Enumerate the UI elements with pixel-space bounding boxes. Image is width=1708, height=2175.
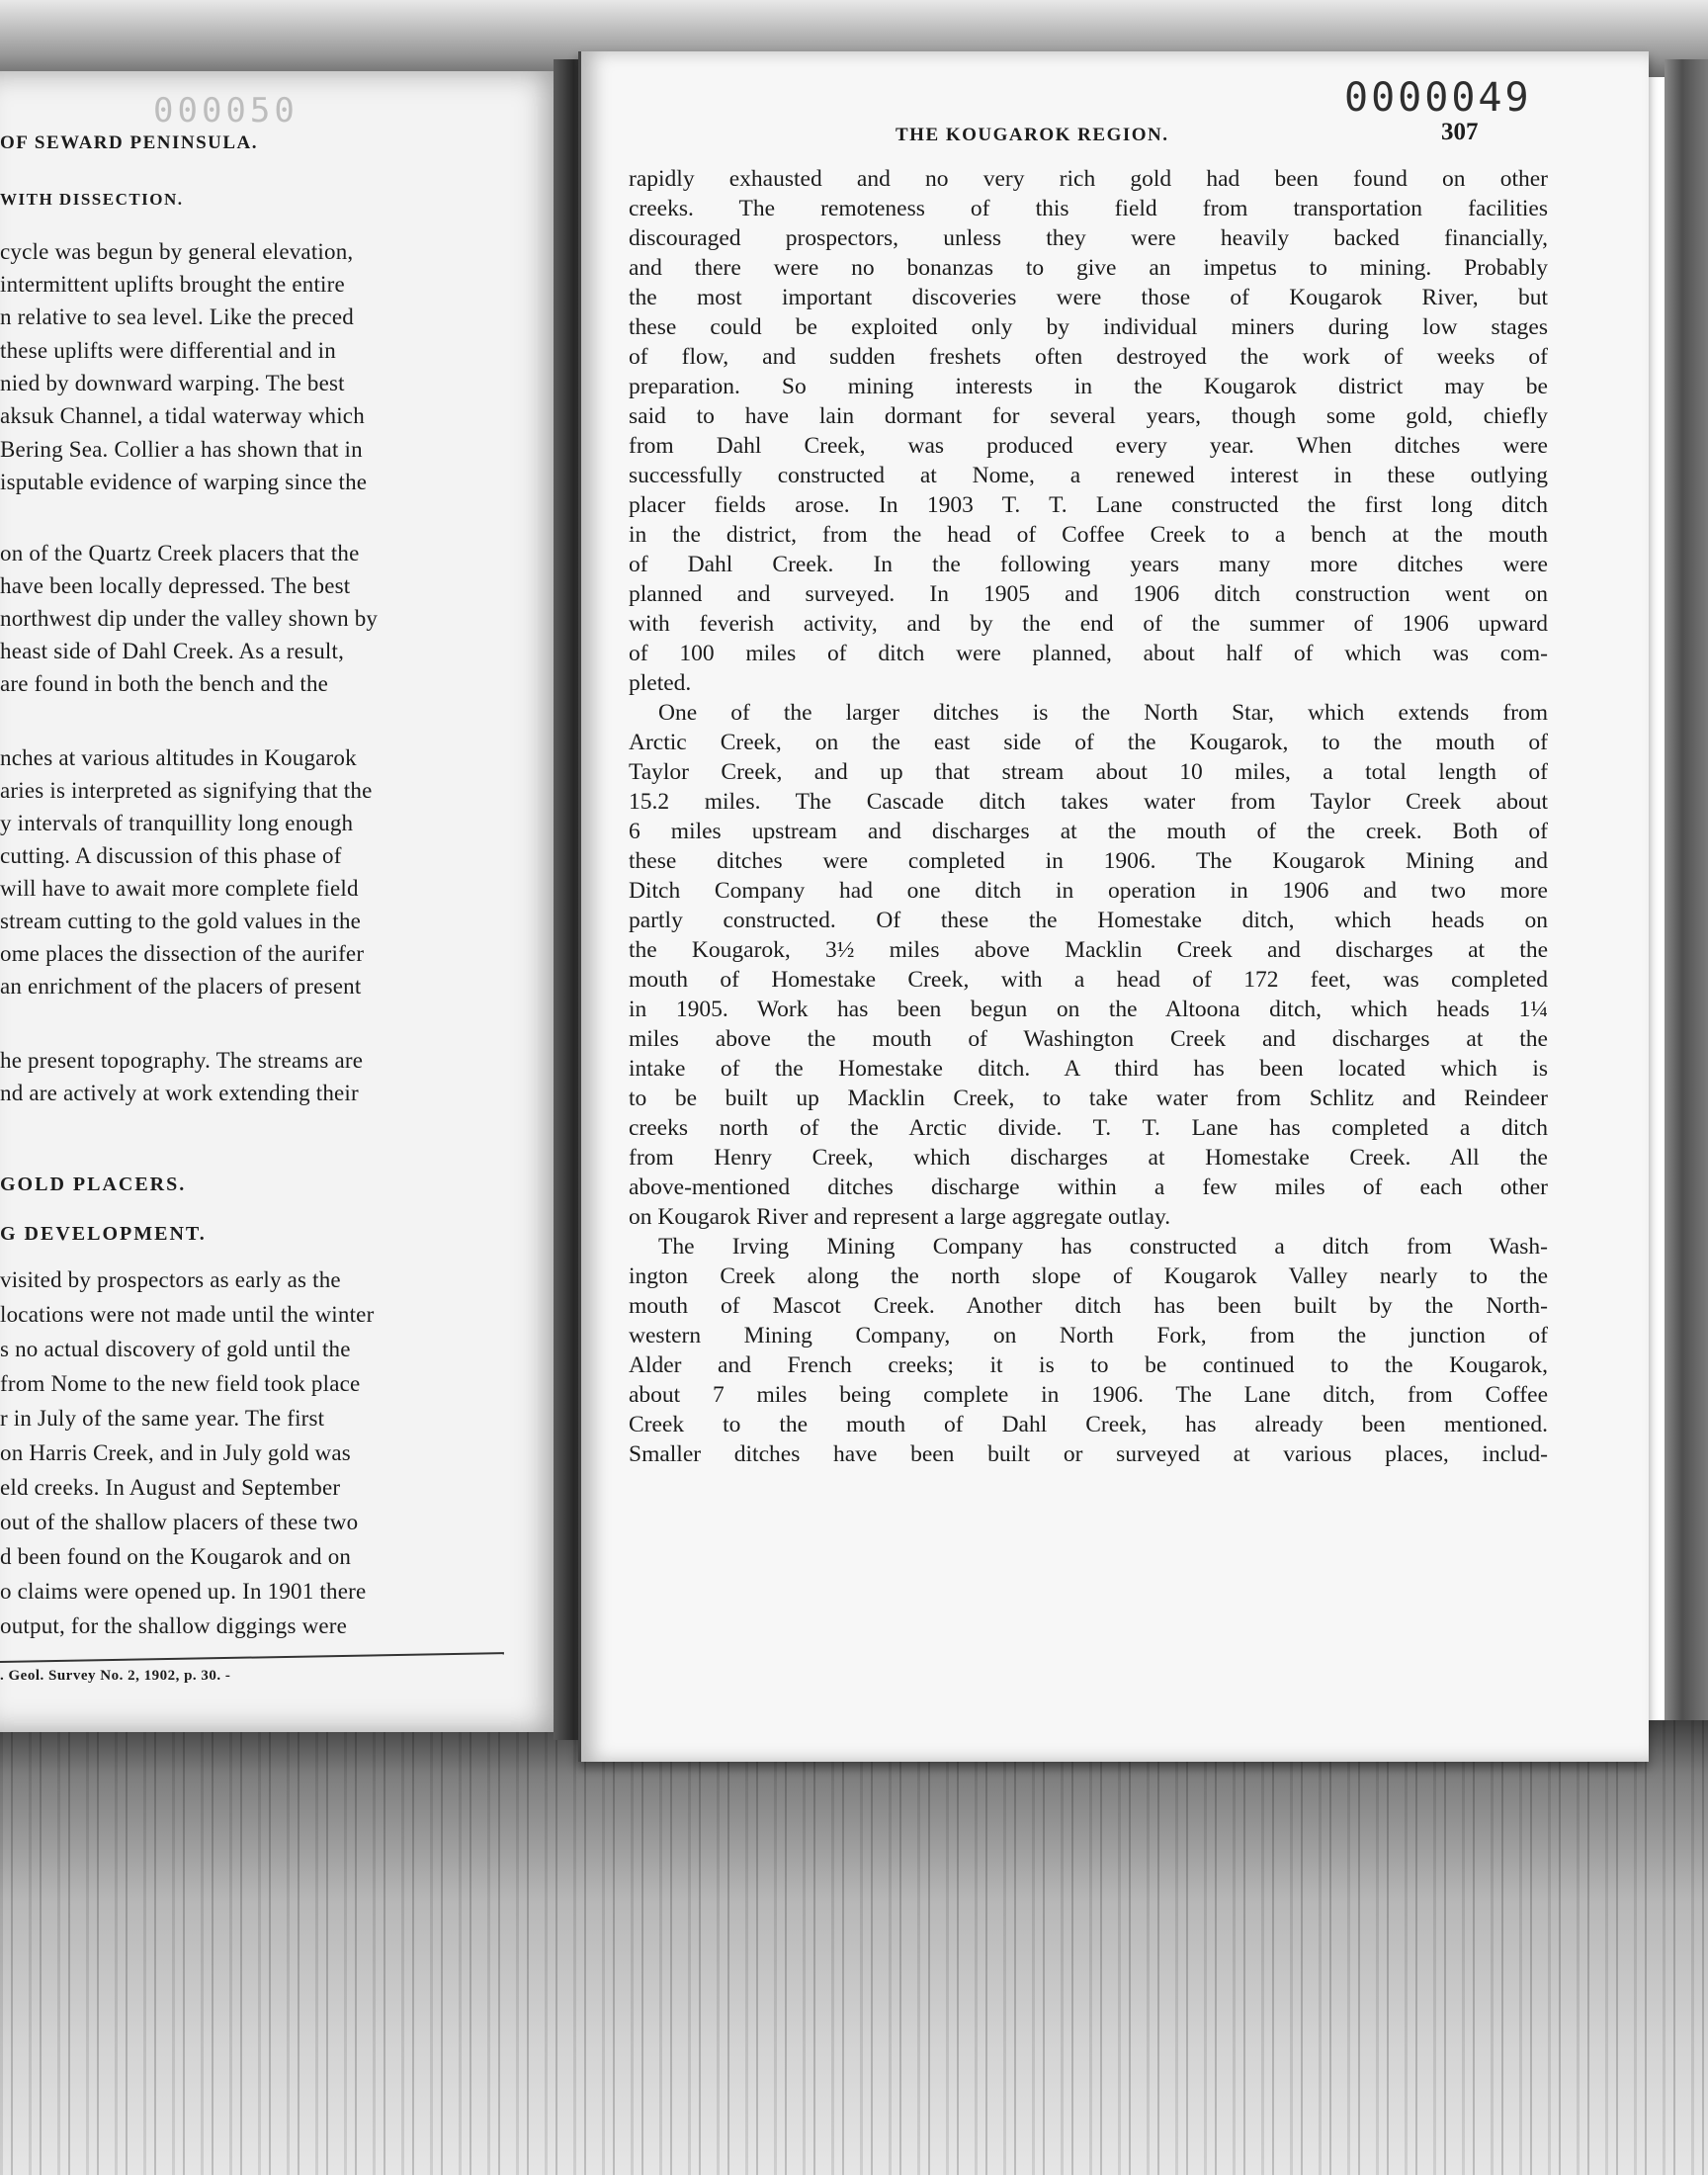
text-line: Arctic Creek, on the east side of the Kougarok, to the mouth of — [629, 730, 1548, 755]
text-line: mouth of Mascot Creek. Another ditch has been built by the North- — [629, 1293, 1548, 1319]
text-line: out of the shallow placers of these two — [0, 1510, 359, 1534]
section-heading-gold-placers: GOLD PLACERS. — [0, 1174, 187, 1195]
text-line: in 1905. Work has been begun on the Altoona ditch, which heads 1¼ — [629, 997, 1548, 1022]
text-line: western Mining Company, on North Fork, from the junction of — [629, 1323, 1548, 1348]
text-line: intake of the Homestake ditch. A third has been located which is — [629, 1056, 1548, 1082]
scan-right-edge — [1665, 59, 1708, 1819]
text-line: n relative to sea level. Like the preced — [0, 304, 354, 329]
text-line: in the district, from the head of Coffee Creek to a bench at the mouth — [629, 522, 1548, 548]
text-line: Creek to the mouth of Dahl Creek, has already been mentioned. — [629, 1412, 1548, 1437]
text-line: 6 miles upstream and discharges at the mouth of the creek. Both of — [629, 819, 1548, 844]
footnote-rule — [0, 1652, 504, 1663]
text-line: the most important discoveries were those of Kougarok River, but — [629, 285, 1548, 310]
text-line: pleted. — [629, 670, 692, 696]
text-line: the Kougarok, 3½ miles above Macklin Creek and discharges at the — [629, 937, 1548, 963]
text-line: successfully constructed at Nome, a renewed interest in these outlying — [629, 463, 1548, 488]
text-line: output, for the shallow diggings were — [0, 1613, 348, 1638]
text-line: of 100 miles of ditch were planned, about half of which was com- — [629, 641, 1548, 666]
text-line: miles above the mouth of Washington Creek and discharges at the — [629, 1026, 1548, 1052]
text-line: The Irving Mining Company has constructed a ditch from Wash- — [658, 1234, 1548, 1260]
text-line: heast side of Dahl Creek. As a result, — [0, 639, 345, 663]
text-line: have been locally depressed. The best — [0, 573, 351, 598]
stamp-number: 0000049 — [1344, 75, 1532, 121]
text-line: ome places the dissection of the aurifer — [0, 941, 365, 966]
text-line: on Kougarok River and represent a large aggregate outlay. — [629, 1204, 1171, 1230]
text-line: an enrichment of the placers of present — [0, 974, 362, 999]
text-line: d been found on the Kougarok and on — [0, 1544, 352, 1569]
text-line: Ditch Company had one ditch in operation in 1906 and two more — [629, 878, 1548, 904]
text-line: to be built up Macklin Creek, to take water from Schlitz and Reindeer — [629, 1086, 1548, 1111]
text-line: on of the Quartz Creek placers that the — [0, 541, 360, 566]
text-line: mouth of Homestake Creek, with a head of 172 feet, was completed — [629, 967, 1548, 993]
text-line: y intervals of tranquillity long enough — [0, 811, 354, 835]
text-line: Taylor Creek, and up that stream about 10 miles, a total length of — [629, 759, 1548, 785]
scan-bottom-streaks — [0, 1720, 1708, 2175]
page-number: 307 — [1441, 119, 1479, 145]
left-page — [0, 71, 568, 1732]
text-line: he present topography. The streams are — [0, 1048, 364, 1073]
left-subheading: WITH DISSECTION. — [0, 190, 184, 209]
text-line: planned and surveyed. In 1905 and 1906 ditch construction went on — [629, 581, 1548, 607]
text-line: northwest dip under the valley shown by — [0, 606, 379, 631]
text-line: creeks north of the Arctic divide. T. T. Lane has completed a ditch — [629, 1115, 1548, 1141]
section-heading-development: G DEVELOPMENT. — [0, 1223, 207, 1245]
text-line: and there were no bonanzas to give an impetus to mining. Probably — [629, 255, 1548, 281]
text-line: above-mentioned ditches discharge within a few miles of each other — [629, 1174, 1548, 1200]
text-line: eld creeks. In August and September — [0, 1475, 341, 1500]
right-running-header: THE KOUGAROK REGION. — [896, 125, 1169, 145]
text-line: creeks. The remoteness of this field from transportation facilities — [629, 196, 1548, 221]
text-line: o claims were opened up. In 1901 there — [0, 1579, 367, 1604]
text-line: nied by downward warping. The best — [0, 371, 345, 395]
text-line: these uplifts were differential and in — [0, 338, 336, 363]
text-line: discouraged prospectors, unless they were heavily backed financially, — [629, 225, 1548, 251]
text-line: locations were not made until the winter — [0, 1302, 375, 1327]
text-line: from Nome to the new field took place — [0, 1371, 361, 1396]
text-line: of Dahl Creek. In the following years many more ditches were — [629, 552, 1548, 577]
text-line: Alder and French creeks; it is to be continued to the Kougarok, — [629, 1352, 1548, 1378]
right-page — [578, 51, 1649, 1762]
ghost-page-number: 000050 — [153, 91, 299, 130]
text-line: One of the larger ditches is the North Star, which extends from — [658, 700, 1548, 726]
text-line: are found in both the bench and the — [0, 671, 329, 696]
text-line: stream cutting to the gold values in the — [0, 909, 362, 933]
text-line: aksuk Channel, a tidal waterway which — [0, 403, 365, 428]
text-line: these could be exploited only by individual miners during low stages — [629, 314, 1548, 340]
text-line: with feverish activity, and by the end of the summer of 1906 upward — [629, 611, 1548, 637]
text-line: nd are actively at work extending their — [0, 1081, 359, 1105]
text-line: on Harris Creek, and in July gold was — [0, 1440, 351, 1465]
text-line: s no actual discovery of gold until the — [0, 1337, 351, 1361]
text-line: visited by prospectors as early as the — [0, 1267, 341, 1292]
text-line: rapidly exhausted and no very rich gold had been found on other — [629, 166, 1548, 192]
text-line: preparation. So mining interests in the Kougarok district may be — [629, 374, 1548, 399]
text-line: placer fields arose. In 1903 T. T. Lane constructed the first long ditch — [629, 492, 1548, 518]
text-line: cycle was begun by general elevation, — [0, 239, 354, 264]
text-line: intermittent uplifts brought the entire — [0, 272, 345, 297]
text-line: isputable evidence of warping since the — [0, 470, 368, 494]
text-line: r in July of the same year. The first — [0, 1406, 325, 1431]
text-line: 15.2 miles. The Cascade ditch takes water from Taylor Creek about — [629, 789, 1548, 815]
text-line: about 7 miles being complete in 1906. The Lane ditch, from Coffee — [629, 1382, 1548, 1408]
text-line: of flow, and sudden freshets often destroyed the work of weeks of — [629, 344, 1548, 370]
text-line: partly constructed. Of these the Homestake ditch, which heads on — [629, 908, 1548, 933]
text-line: ington Creek along the north slope of Kougarok Valley nearly to the — [629, 1263, 1548, 1289]
text-line: Smaller ditches have been built or surveyed at various places, includ- — [629, 1441, 1548, 1467]
footnote: . Geol. Survey No. 2, 1902, p. 30. - — [0, 1668, 231, 1684]
text-line: from Dahl Creek, was produced every year. When ditches were — [629, 433, 1548, 459]
left-running-header: OF SEWARD PENINSULA. — [0, 132, 259, 153]
text-line: said to have lain dormant for several years, though some gold, chiefly — [629, 403, 1548, 429]
text-line: cutting. A discussion of this phase of — [0, 843, 342, 868]
text-line: from Henry Creek, which discharges at Homestake Creek. All the — [629, 1145, 1548, 1171]
text-line: these ditches were completed in 1906. The Kougarok Mining and — [629, 848, 1548, 874]
text-line: will have to await more complete field — [0, 876, 359, 901]
text-line: aries is interpreted as signifying that the — [0, 778, 373, 803]
text-line: Bering Sea. Collier a has shown that in — [0, 437, 363, 462]
text-line: nches at various altitudes in Kougarok — [0, 745, 357, 770]
